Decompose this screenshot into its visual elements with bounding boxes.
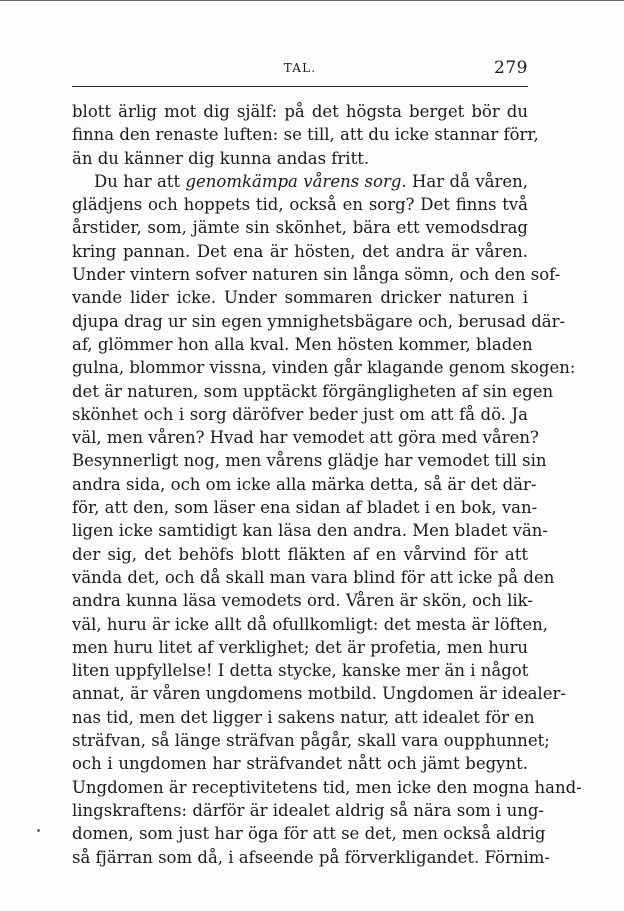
text-line: finna den renaste luften: se till, att du icke stannar förr, [72,125,539,145]
text-line: årstider, som, jämte sin skönhet, bära ett vemodsdrag [72,218,528,238]
text-line: det är naturen, som upptäckt förgängligheten af sin egen [72,381,554,401]
text-line: väl, men våren? Hvad har vemodet att göra med våren? [72,428,539,448]
text-line: glädjens och hoppets tid, också en sorg? Det finns två [72,195,528,215]
text-line: än du känner dig kunna andas fritt. [72,148,370,168]
text-line: liten uppfyllelse! I detta stycke, kanske mer än i något [72,661,529,681]
italic-phrase: genomkämpa vårens sorg. [185,171,407,191]
text-line: lingskraftens: därför är idealet aldrig så nära som i ung- [72,800,544,820]
text-line: djupa drag ur sin egen ymnighetsbägare och, berusad där- [72,311,566,331]
running-head [72,58,528,82]
text-line: så fjärran som då, i afseende på förverkligandet. Förnim- [72,847,551,867]
header-rule [72,86,528,87]
text-run: Du har att [94,171,186,191]
text-line: kring pannan. Det ena är hösten, det andra är våren. [72,241,528,261]
text-line: domen, som just har öga för att se det, men också aldrig [72,824,546,844]
text-line: ligen icke samtidigt kan läsa den andra. Men bladet vän- [72,521,548,541]
text-line: Under vintern sofver naturen sin långa sömn, och den sof- [72,265,561,285]
text-line: gulna, blommor vissna, vinden går klagande genom skogen: [72,358,576,378]
running-head-title: TAL. [283,61,317,75]
text-line: nas tid, men det ligger i sakens natur, att idealet för en [72,707,535,727]
text-line: och i ungdomen har sträfvandet nått och jämt begynt. [72,754,528,774]
page-number: 279 [494,58,528,78]
body-text [72,100,582,869]
paragraph-first-line [72,170,528,193]
text-line: för, att den, som läser ena sidan af bladet i en bok, van- [72,498,538,518]
text-run: Har då våren, [406,171,529,191]
text-line: Besynnerligt nog, men vårens glädje har vemodet till sin [72,451,547,471]
text-line: der sig, det behöfs blott fläkten af en vårvind för att [72,544,528,564]
text-line: Ungdomen är receptivitetens tid, men icke den mogna hand- [72,777,582,797]
text-line: annat, är våren ungdomens motbild. Ungdomen är idealer- [72,684,566,704]
paper-speck [37,829,40,832]
text-line: väl, huru är icke allt då ofullkomligt: det mesta är löften, [72,614,549,634]
text-line: vända det, och då skall man vara blind för att icke på den [72,567,555,587]
text-line: men huru litet af verklighet; det är profetia, men huru [72,637,528,657]
text-line: blott ärlig mot dig själf: på det högsta berget bör du [72,102,528,121]
top-edge-rule [0,0,624,1]
text-line: andra kunna läsa vemodets ord. Våren är skön, och lik- [72,591,533,611]
text-line: skönhet och i sorg däröfver beder just om att få dö. Ja [72,404,528,424]
text-line: af, glömmer hon alla kval. Men hösten kommer, bladen [72,334,533,354]
text-line: vande lider icke. Under sommaren dricker naturen i [72,288,528,308]
text-line: sträfvan, så länge sträfvan pågår, skall vara oupphunnet; [72,731,550,751]
text-line: andra sida, och om icke alla märka detta, så är det där- [72,474,537,494]
